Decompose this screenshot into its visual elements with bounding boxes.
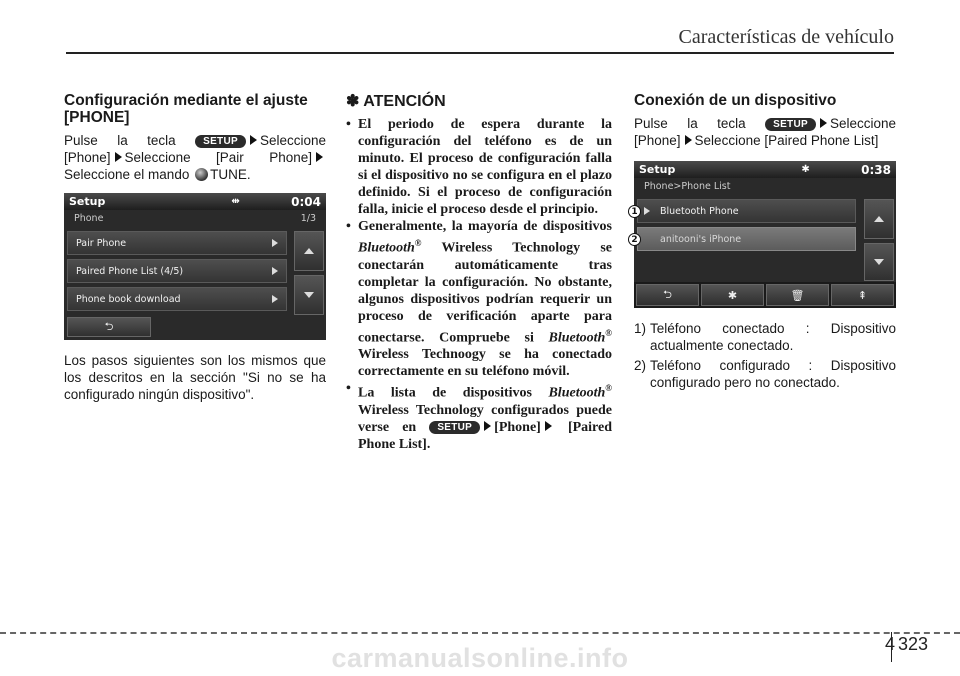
header-title: Características de vehículo — [678, 26, 894, 48]
phone-list-item-paired[interactable] — [637, 227, 856, 251]
scroll-up-button[interactable] — [864, 199, 894, 239]
arrow-icon — [545, 421, 552, 431]
setup-key-badge: SETUP — [429, 421, 480, 434]
callout-1: 1 — [628, 205, 641, 218]
scroll-down-button[interactable] — [294, 275, 324, 315]
instr-text: Seleccione [Pair Phone] — [124, 150, 312, 165]
instr-text: Seleccione [Phone] — [64, 133, 326, 165]
phone-name: Bluetooth Phone — [660, 205, 739, 217]
chevron-right-icon — [272, 239, 278, 247]
screen-clock: 0:04 — [291, 194, 322, 209]
list-item: • La lista de dispositivos Bluetooth® Wireless Technology configurados puede verse en SETUP [Phone] [Paired Phone List]. — [346, 381, 613, 452]
scroll-down-button[interactable] — [864, 243, 894, 281]
arrow-icon — [115, 152, 122, 162]
chapter-number: 4 — [885, 634, 896, 654]
page-number: 323 — [898, 634, 929, 654]
screen-title: Setup — [639, 163, 676, 176]
delete-button[interactable]: 🗑 — [766, 284, 829, 306]
setup-phone-screen — [64, 193, 326, 340]
column-attention — [346, 92, 612, 453]
list-item: 2) Teléfono configurado : Dispositivo configurado pero no conectado. — [634, 358, 896, 390]
screen-title-bar — [634, 161, 896, 178]
chevron-right-icon — [272, 267, 278, 275]
arrow-icon — [685, 135, 692, 145]
setup-key-badge: SETUP — [195, 135, 246, 148]
connect-instructions — [634, 115, 896, 149]
triangle-up-icon — [874, 216, 884, 222]
menu-item-label: Phone book download — [76, 293, 181, 305]
attention-list — [346, 116, 612, 453]
section-heading-connect: Conexión de un dispositivo — [634, 92, 837, 109]
callout-notes — [634, 320, 896, 391]
list-item: 1) Teléfono conectado : Dispositivo actualmente conectado. — [634, 321, 896, 353]
instr-text: Pulse la tecla — [634, 116, 746, 131]
phone-setup-instructions — [64, 132, 326, 183]
footer-rule — [0, 632, 960, 634]
screen-title: Setup — [69, 195, 106, 208]
menu-item-paired-phone-list[interactable] — [67, 259, 287, 283]
phone-name: anitooni's iPhone — [660, 233, 742, 245]
page-indicator: 1/3 — [300, 213, 316, 224]
triangle-down-icon — [304, 292, 314, 298]
triangle-up-icon — [304, 248, 314, 254]
instr-text: TUNE. — [210, 167, 251, 182]
callout-2: 2 — [628, 233, 641, 246]
play-indicator-icon — [644, 207, 650, 215]
scroll-up-button[interactable] — [294, 231, 324, 271]
menu-item-label: Paired Phone List (4/5) — [76, 265, 184, 277]
screen-subtitle-bar — [64, 210, 326, 227]
chevron-right-icon — [272, 295, 278, 303]
screen-subtitle: Phone — [74, 213, 104, 224]
column-connect-device — [631, 92, 896, 394]
screen-subtitle: Phone>Phone List — [644, 181, 731, 192]
instr-text: Seleccione [Paired Phone List] — [694, 133, 879, 148]
arrow-icon — [484, 421, 491, 431]
instr-text: Seleccione [Phone] — [634, 116, 896, 148]
list-item: • Generalmente, la mayoría de dispositivos Bluetooth® Wireless Technology se conectarán automáticamente tras completar la configuración. No obstante, algunos dispositivos podrían requerir un proceso de verificación aparte para conectarse. Compruebe si Bluetooth® Wireless Technoogy se ha conectado correctamente en su teléfono móvil. — [346, 219, 613, 380]
screen-clock: 0:38 — [861, 162, 892, 177]
instr-text: Seleccione el mando — [64, 167, 190, 182]
column-phone-setup — [64, 92, 326, 403]
header-rule — [66, 52, 894, 54]
watermark: carmanualsonline.info — [331, 643, 629, 673]
bluetooth-connect-button[interactable]: ✱ — [701, 284, 764, 306]
menu-item-phone-book-download[interactable] — [67, 287, 287, 311]
list-item: • El periodo de espera durante la configuración del teléfono es de un minuto. El proceso de configuración falla si el dispositivo no se configura en el plazo definido. Si el proceso de configuración falla, inicie el proceso desde el principio. — [346, 117, 612, 217]
menu-item-pair-phone[interactable] — [67, 231, 287, 255]
phone-list-item-connected[interactable] — [637, 199, 856, 223]
section-heading-phone-setup: Configuración mediante el ajuste [PHONE] — [64, 92, 308, 126]
setup-key-badge: SETUP — [765, 118, 816, 131]
triangle-down-icon — [874, 259, 884, 265]
back-arrow-icon: ⮌ — [104, 319, 114, 333]
arrow-icon — [250, 135, 257, 145]
steps-note: Los pasos siguientes son los mismos que los descritos en la sección "Si no se ha configurado ningún dispositivo". — [64, 353, 326, 402]
back-button[interactable]: ⮌ — [636, 284, 699, 306]
bluetooth-icon: ✱ — [801, 164, 810, 175]
screen-action-bar — [634, 282, 896, 308]
menu-item-label: Pair Phone — [76, 237, 127, 249]
usb-icon: ⇹ — [231, 196, 240, 207]
attention-heading: ✽ ATENCIÓN — [346, 93, 446, 110]
arrow-icon — [820, 118, 827, 128]
back-button[interactable] — [67, 317, 151, 337]
instr-text: Pulse la tecla — [64, 133, 176, 148]
screen-subtitle-bar — [634, 178, 896, 195]
phone-list-screen — [631, 161, 896, 308]
arrow-icon — [316, 152, 323, 162]
priority-button[interactable]: ⇞ — [831, 284, 894, 306]
screen-title-bar — [64, 193, 326, 210]
tune-knob-icon — [195, 168, 208, 181]
